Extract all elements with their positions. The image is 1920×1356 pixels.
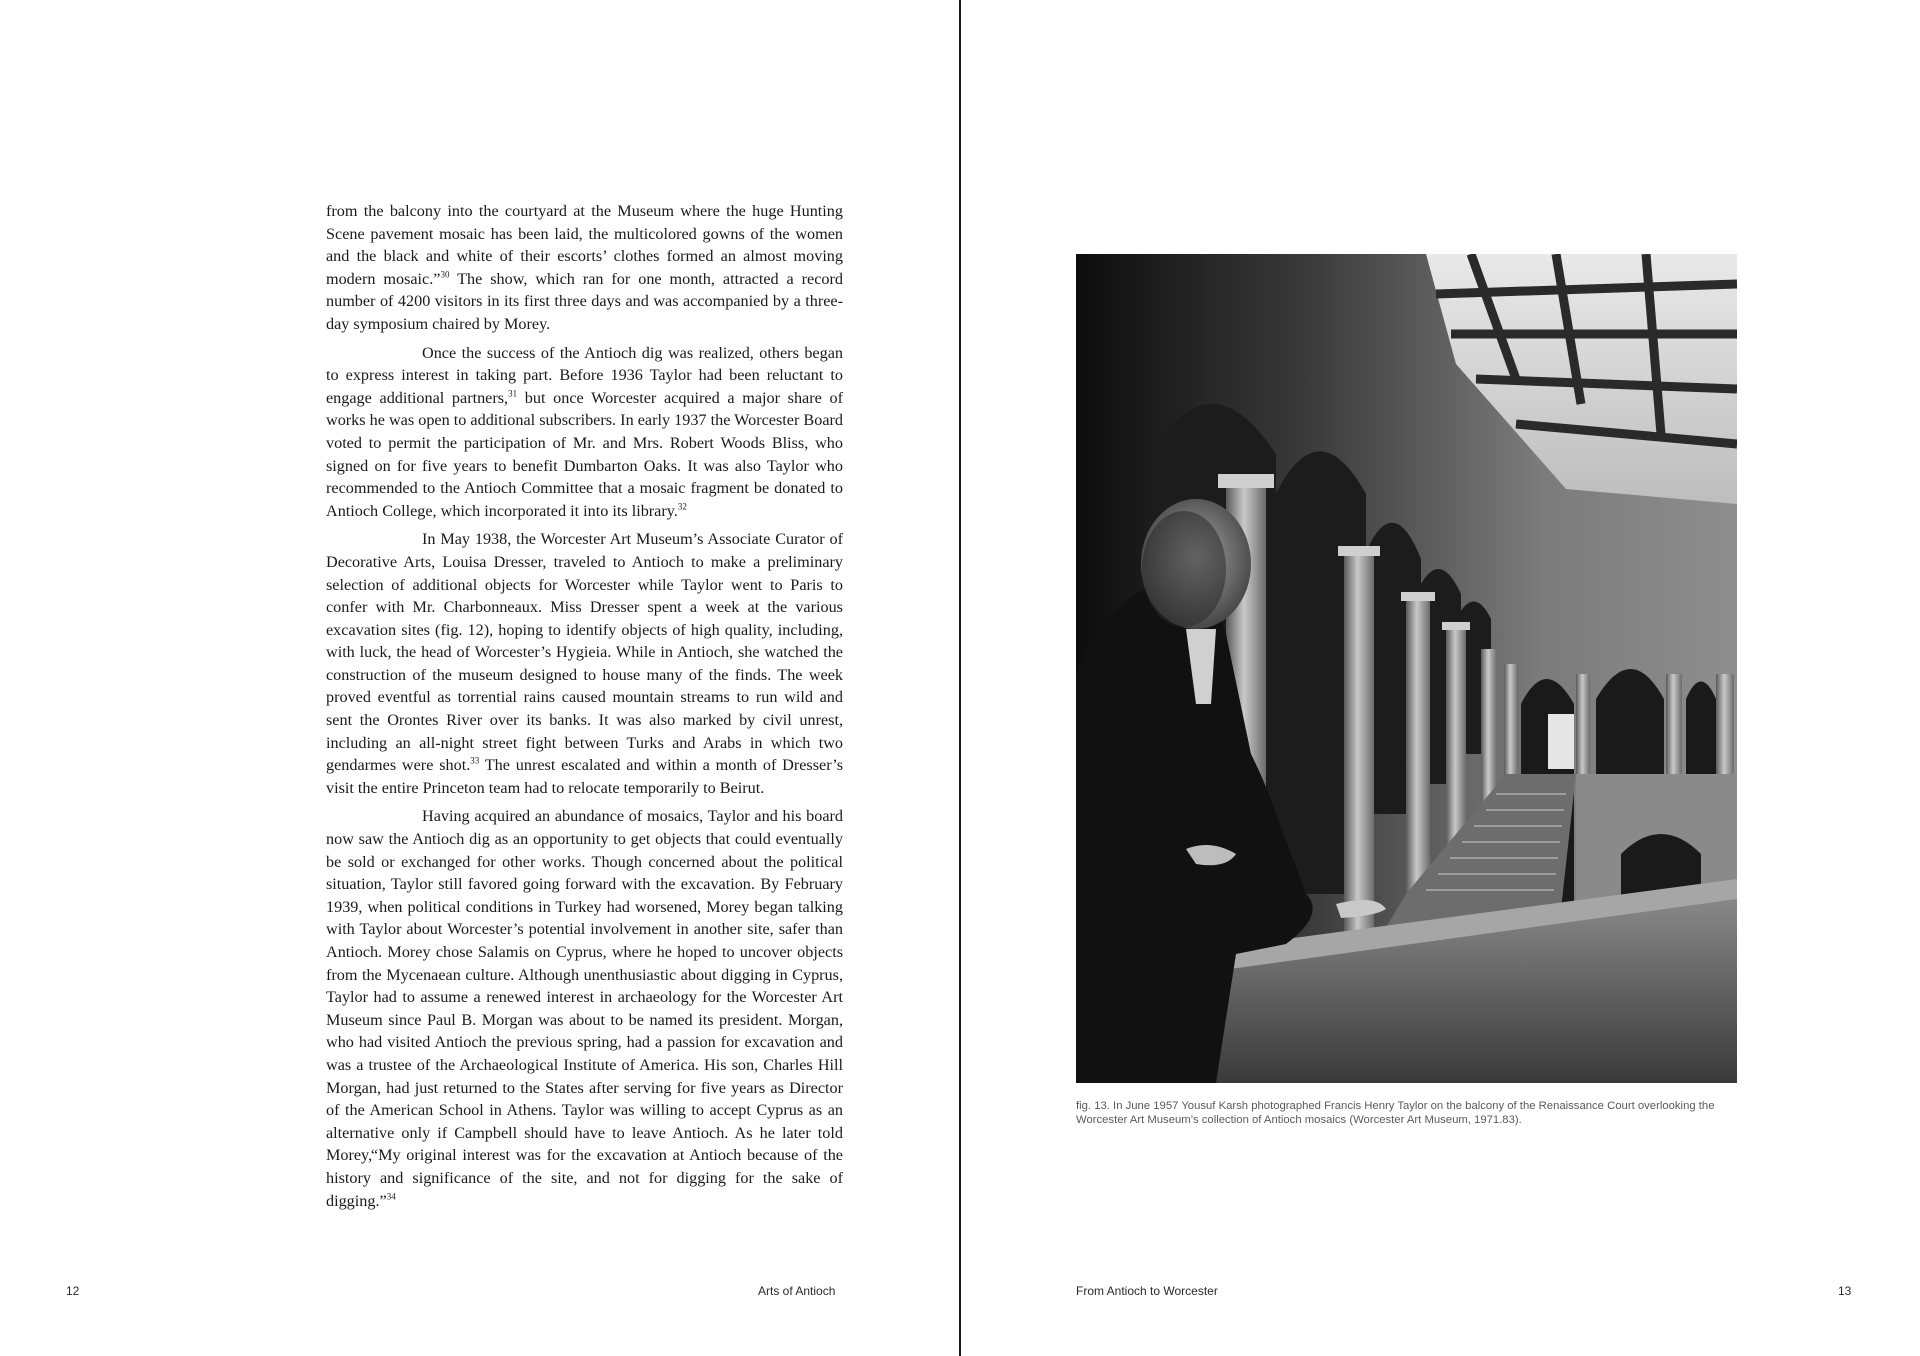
footnote-ref-30[interactable]: 30: [440, 269, 450, 280]
courtyard-photo-image: [1076, 254, 1737, 1083]
footnote-ref-32[interactable]: 32: [677, 501, 687, 512]
paragraph-4-text: Having acquired an abundance of mosaics, Taylor and his board now saw the Antioch dig as an opportunity to get objects that could eventually be sold or exchanged for other works. Though concerned about the political situation, Taylor still favored going forward with the excavation. By February 1939, when political conditions in Turkey had worsened, Morey began talking with Taylor about Worcester’s potential involvement in another site, safer than Antioch. Morey chose Salamis on Cyprus, where he hoped to uncover objects from the Mycenaean culture. Although unenthusiastic about digging in Cyprus, Taylor had to assume a renewed interest in archaeology for the Worcester Art Museum since Paul B. Morgan was about to be named its president. Morgan, who had visited Antioch the previous spring, had a passion for excavation and was a trustee of the Archaeological Institute of America. His son, Charles Hill Morgan, had just returned to the States after serving for five years as Director of the American School in Athens. Taylor was willing to accept Cyprus as an alternative only if Campbell should have to leave Antioch. As he later told Morey,: [326, 807, 843, 1165]
paragraph-3-continued: The unrest escalated and within a month of Dresser’s visit the entire Princeton team had to relocate temporarily to Beirut.: [326, 756, 843, 797]
footnote-ref-33[interactable]: 33: [470, 755, 480, 766]
paragraph-1-text: from the balcony into the courtyard at the Museum where the huge Hunting Scene pavement mosaic has been laid, the multicolored gowns of the women and the black and white of their escorts’ clothes formed an almost moving modern mosaic.”: [326, 202, 843, 288]
paragraph-2-text: Once the success of the Antioch dig was realized, others began to express interest in taking part. Before 1936 Taylor had been reluctant to engage additional partners,: [326, 343, 843, 407]
portrait-photograph: [1076, 254, 1737, 1083]
paragraph-4: [326, 805, 843, 1212]
footnote-ref-34[interactable]: 34: [386, 1191, 396, 1202]
right-page-number: 13: [1838, 1284, 1852, 1298]
paragraph-1: [326, 200, 843, 336]
paragraph-1-continued: The show, which ran for one month, attracted a record number of 4200 visitors in its first three days and was accompanied by a three-day symposium chaired by Morey.: [326, 269, 843, 333]
figure-caption: fig. 13. In June 1957 Yousuf Karsh photographed Francis Henry Taylor on the balcony of the Renaissance Court overlooking the Worcester Art Museum’s collection of Antioch mosaics (Worcester Art Museum, 1971.83).: [1076, 1100, 1715, 1126]
left-page-number: 12: [66, 1284, 80, 1298]
right-running-head: From Antioch to Worcester: [1076, 1284, 1218, 1298]
quotation: “My original interest was for the excavation at Antioch because of the history and significance of the site, and not for digging for the sake of digging.”: [326, 1146, 843, 1210]
paragraph-3: [326, 528, 843, 799]
paragraph-2-continued: but once Worcester acquired a major share of works he was open to additional subscribers. In early 1937 the Worcester Board voted to permit the participation of Mr. and Mrs. Robert Woods Bliss, who signed on for five years to benefit Dumbarton Oaks. It was also Taylor who recommended to the Antioch Committee that a mosaic fragment be donated to Antioch College, which incorporated it into its library.: [326, 388, 843, 520]
paragraph-2: [326, 342, 843, 523]
paragraph-3-text: In May 1938, the Worcester Art Museum’s Associate Curator of Decorative Arts, Louisa Dresser, traveled to Antioch to make a preliminary selection of additional objects for Worcester while Taylor went to Paris to confer with Mr. Charbonneaux. Miss Dresser spent a week at the various excavation sites (fig. 12), hoping to identify objects of high quality, including, with luck, the head of Worcester’s Hygieia. While in Antioch, she watched the construction of the museum designed to house many of the finds. The week proved eventful as torrential rains caused mountain streams to run wild and sent the Orontes River over its banks. It was also marked by civil unrest, including an all-night street fight between Turks and Arabs in which two gendarmes were shot.: [326, 530, 843, 775]
footnote-ref-31[interactable]: 31: [508, 388, 518, 399]
left-page-body: [326, 200, 843, 1216]
left-running-head: Arts of Antioch: [758, 1284, 836, 1298]
gutter-line: [959, 0, 961, 1356]
